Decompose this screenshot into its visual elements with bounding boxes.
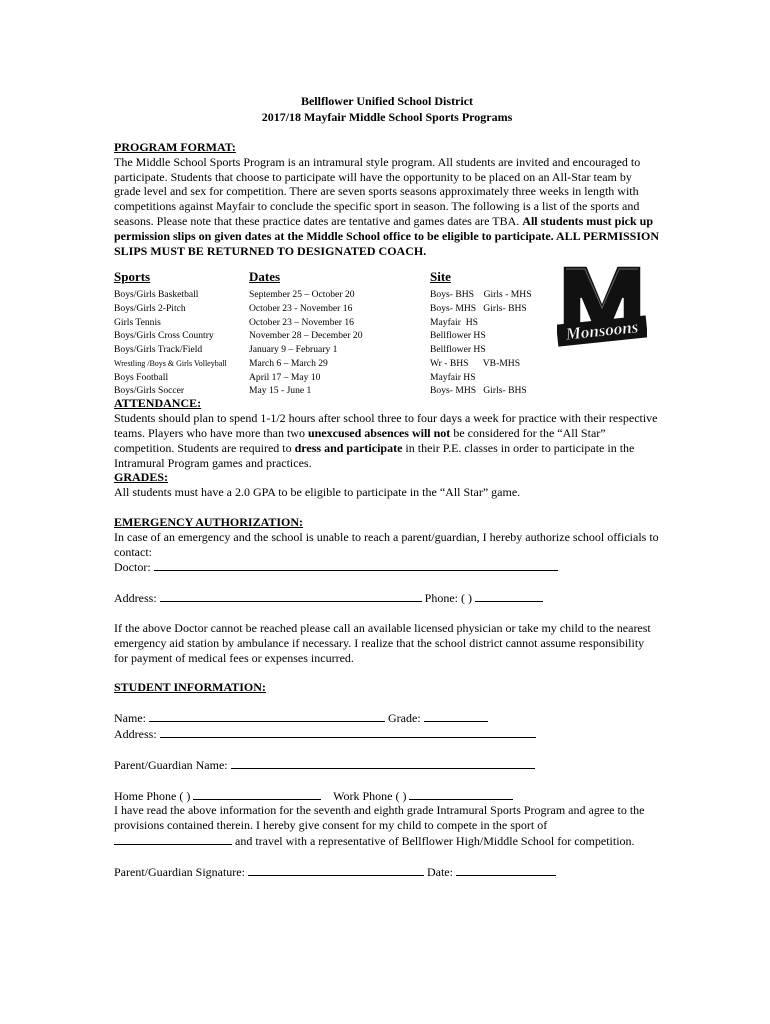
- consent-text: I have read the above information for the seventh and eighth grade Intramural Sports Program and agree to the provisions contained therein. I hereby give consent for my child to compete in the sport of and travel with a representative of Bellflower High/Middle School for competition.: [114, 803, 645, 848]
- emergency-heading: EMERGENCY AUTHORIZATION:: [114, 514, 304, 529]
- home-phone-field[interactable]: [193, 788, 321, 800]
- date-label: Date:: [426, 864, 453, 879]
- date-cell: October 23 – November 16: [249, 316, 354, 328]
- attendance-body: Students should plan to spend 1-1/2 hours after school three to four days a week for practice with their respective teams. Players who have more than two unexcused absences will not be considered for the “All Star” competition. Students are required to dress and participate in their P.E. classes in order to participate in the Intramural Program games and practices.: [114, 411, 658, 470]
- student-address-row: [114, 726, 660, 742]
- date-cell: September 25 – October 20: [249, 289, 355, 301]
- logo-wordmark: Monsoons: [564, 317, 640, 345]
- grade-field[interactable]: [424, 710, 488, 722]
- signature-field[interactable]: [248, 864, 424, 876]
- doctor-phone-field[interactable]: [475, 590, 543, 602]
- doctor-label: Doctor:: [114, 560, 151, 575]
- date-cell: March 6 – March 29: [249, 357, 328, 369]
- parent-name-label: Parent/Guardian Name:: [114, 757, 228, 772]
- site-cell: Boys- BHS Girls - MHS: [430, 289, 532, 301]
- site-cell: Mayfair HS: [430, 316, 478, 328]
- phone-row: [114, 788, 660, 804]
- parent-name-field[interactable]: [231, 757, 535, 769]
- district-title: Bellflower Unified School District: [300, 94, 474, 108]
- student-info-heading: STUDENT INFORMATION:: [114, 680, 266, 695]
- emergency-body: In case of an emergency and the school is unable to reach a parent/guardian, I hereby authorize school officials to contact:: [114, 529, 659, 559]
- site-cell: Boys- MHS Girls- BHS: [430, 385, 527, 397]
- date-field[interactable]: [456, 864, 556, 876]
- work-phone-label: Work Phone ( ): [333, 788, 407, 803]
- sport-cell: Girls Tennis: [114, 316, 161, 328]
- date-cell: May 15 - June 1: [249, 385, 312, 397]
- grade-label: Grade:: [388, 711, 421, 726]
- dates-column: [249, 268, 429, 398]
- monsoons-logo: [557, 262, 647, 352]
- emergency-notice: If the above Doctor cannot be reached please call an available licensed physician or take my child to the nearest emergency aid station by ambulance if necessary. I realize that the school district cannot assume responsibility for payment of medical fees or expenses incurred.: [114, 620, 651, 665]
- sport-cell: Boys/Girls Track/Field: [114, 344, 203, 356]
- date-cell: January 9 – February 1: [249, 344, 338, 356]
- site-column-header: Site: [430, 269, 451, 285]
- name-label: Name:: [114, 711, 146, 726]
- doctor-address-label: Address:: [114, 591, 157, 606]
- sport-cell: Boys/Girls Basketball: [114, 289, 199, 301]
- date-cell: April 17 – May 10: [249, 371, 321, 383]
- site-cell: Mayfair HS: [430, 371, 476, 383]
- date-cell: October 23 - November 16: [249, 303, 353, 315]
- program-format-heading: PROGRAM FORMAT:: [114, 140, 236, 154]
- doctor-address-field[interactable]: [160, 590, 422, 602]
- grades-heading: GRADES:: [114, 470, 169, 485]
- site-cell: Bellflower HS: [430, 344, 486, 356]
- doctor-phone-label: Phone: ( ): [424, 591, 472, 606]
- student-name-field[interactable]: [149, 710, 385, 722]
- program-title: 2017/18 Mayfair Middle School Sports Programs: [261, 110, 513, 124]
- permission-form: [114, 93, 660, 880]
- sport-cell: Boys Football: [114, 371, 169, 383]
- sport-field[interactable]: [114, 833, 232, 845]
- site-cell: Boys- MHS Girls- BHS: [430, 303, 527, 315]
- sport-cell: Boys/Girls 2-Pitch: [114, 303, 186, 315]
- sport-cell: Boys/Girls Cross Country: [114, 330, 214, 342]
- doctor-address-row: [114, 590, 660, 606]
- doctor-field[interactable]: [154, 559, 558, 571]
- name-row: [114, 710, 660, 726]
- attendance-heading: ATTENDANCE:: [114, 396, 202, 411]
- program-format-body: The Middle School Sports Program is an intramural style program. All students are invited and encouraged to participate. Students that choose to participate will have the opportunity to be placed on an All-Star team by grade level and sex for competition. There are seven sports seasons approximately three weeks in length with competitions against Mayfair to conclude the specific sport in season. The following is a list of the sports and seasons. Please note that these practice dates are tentative and games dates are TBA. All students must pick up permission slips on given dates at the Middle School office to be eligible to participate. ALL PERMISSION SLIPS MUST BE RETURNED TO DESIGNATED COACH.: [114, 154, 660, 258]
- dates-column-header: Dates: [249, 269, 281, 285]
- sports-column-header: Sports: [114, 269, 151, 285]
- sports-column: [114, 268, 250, 398]
- home-phone-label: Home Phone ( ): [114, 788, 191, 803]
- permission-notice: All students must pick up permission slips on given dates at the Middle School office to be eligible to participate. ALL PERMISSION SLIPS MUST BE RETURNED TO DESIGNATED COACH.: [114, 213, 660, 258]
- student-address-label: Address:: [114, 726, 157, 741]
- doctor-row: [114, 559, 660, 575]
- student-address-field[interactable]: [160, 726, 536, 738]
- sport-cell: Boys/Girls Soccer: [114, 385, 185, 397]
- signature-row: [114, 864, 660, 880]
- work-phone-field[interactable]: [409, 788, 513, 800]
- sport-cell: Wrestling /Boys & Girls Volleyball: [114, 358, 227, 368]
- site-cell: Wr - BHS VB-MHS: [430, 357, 521, 369]
- date-cell: November 28 – December 20: [249, 330, 363, 342]
- grades-body: All students must have a 2.0 GPA to be eligible to participate in the “All Star” game.: [114, 485, 521, 500]
- site-column: [430, 268, 560, 398]
- parent-name-row: [114, 757, 660, 773]
- signature-label: Parent/Guardian Signature:: [114, 864, 245, 879]
- site-cell: Bellflower HS: [430, 330, 486, 342]
- sports-schedule-table: [114, 268, 660, 396]
